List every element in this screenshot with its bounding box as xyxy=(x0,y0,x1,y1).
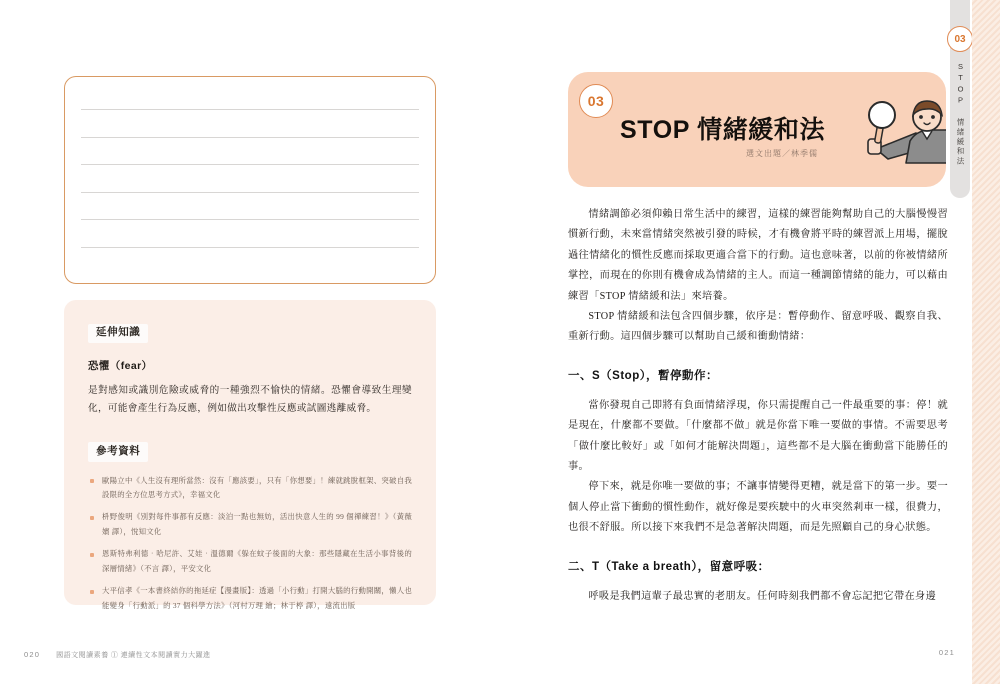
paragraph: 當你發現自己即將有負面情緒浮現，你只需提醒自己一件最重要的事：停！就是現在，什麼都不要做。「什麼都不做」就是你當下唯一要做的事情。不需要思考「做什麼比較好」或「如何才能解決問題」，這些都不是大腦在衝動當下能勝任的事。 xyxy=(568,399,948,473)
left-page-footer xyxy=(24,650,211,660)
note-line xyxy=(81,247,419,248)
note-line xyxy=(81,109,419,110)
list-item: 枡野俊明《別對每件事都有反應：淡泊一點也無妨，活出快意人生的 99 個禪練習！》（黃薇嬪 譯），悅知文化 xyxy=(88,510,412,539)
page-edge-texture xyxy=(972,0,1000,684)
right-page xyxy=(500,0,1000,684)
page-title: STOP 情緒緩和法 xyxy=(620,116,826,144)
note-ruled-lines xyxy=(81,109,419,248)
list-item: 歐陽立中《人生沒有理所當然：沒有「應該要」，只有「你想要」！練就跳脫框架、突破自我設限的全方位思考方式》，幸福文化 xyxy=(88,474,412,503)
side-tab-badge: 03 xyxy=(947,26,973,52)
list-item: 恩斯特弗利德‧哈尼許、艾娃‧溫德爾《躲在蚊子後面的大象：那些隱藏在生活小事背後的深層情緒》（不言 譯），平安文化 xyxy=(88,547,412,576)
side-tab-label: STOP 情緒緩和法 xyxy=(956,62,965,167)
paragraph: 呼吸是我們這輩子最忠實的老朋友。任何時刻我們都不會忘記把它帶在身邊 xyxy=(588,590,937,602)
note-line xyxy=(81,137,419,138)
paragraph: 情緒調節必須仰賴日常生活中的練習，這樣的練習能夠幫助自己的大腦慢慢習慣新行動，未來當情緒突然被引發的時候，才有機會將平時的練習派上用場，擺脫過往情緒化的慣性反應而採取更適合當下的行動。這也意味著，以前的你被情緒所掌控，而現在的你則有機會成為情緒的主人。而這一種調節情緒的能力，可以藉由練習「STOP 情緒緩和法」來培養。 xyxy=(568,209,948,302)
extended-knowledge-label: 延伸知識 xyxy=(88,324,148,343)
term-definition: 是對感知或識別危險或威脅的一種強烈不愉快的情緒。恐懼會導致生理變化，可能會產生行為反應，例如做出攻擊性反應或試圖逃離威脅。 xyxy=(88,384,412,415)
chapter-header-band xyxy=(568,72,946,187)
page-number: 020 xyxy=(24,650,41,659)
paragraph: STOP 情緒緩和法包含四個步驟，依序是：暫停動作、留意呼吸、觀察自我、重新行動。這四個步驟可以幫助自己緩和衝動情緒： xyxy=(568,311,948,343)
magnifier-boy-icon xyxy=(858,97,946,179)
page-number: 021 xyxy=(938,648,955,657)
blank-note-box xyxy=(64,76,436,284)
note-line xyxy=(81,219,419,220)
right-page-footer xyxy=(939,642,955,660)
reference-list xyxy=(88,474,412,614)
term-title: 恐懼（fear） xyxy=(88,359,153,372)
byline: 選文出題／林季儒 xyxy=(746,149,818,158)
list-item: 大平信孝《一本書終結你的拖延症【漫畫版】：透過「小行動」打開大腦的行動開關，懶人也能變身「行動派」的 37 個科學方法》（河村万理 繪；林于楟 譯），遠流出版 xyxy=(88,584,412,613)
running-head: 國語文閱讀素養 ① 連續性文本閱讀實力大躍進 xyxy=(56,651,211,659)
note-line xyxy=(81,192,419,193)
section-heading-s: 一、S（Stop），暫停動作： xyxy=(568,369,718,382)
references-label: 參考資料 xyxy=(88,442,148,461)
section-heading-t: 二、T（Take a breath），留意呼吸： xyxy=(568,560,770,573)
chapter-number-badge: 03 xyxy=(579,84,613,118)
note-line xyxy=(81,164,419,165)
knowledge-box xyxy=(64,300,436,610)
article-body xyxy=(568,205,948,607)
references-label-wrap xyxy=(88,441,412,462)
paragraph: 停下來，就是你唯一要做的事；不讓事情變得更糟，就是當下的第一步。要一個人停止當下衝動的慣性動作，就好像是要疾駛中的火車突然剎車一樣，很費力，也很不舒服。所以接下來我們不是急著解決問題，而是先照顧自己的身心狀態。 xyxy=(568,481,948,534)
chapter-side-tab xyxy=(950,0,970,198)
